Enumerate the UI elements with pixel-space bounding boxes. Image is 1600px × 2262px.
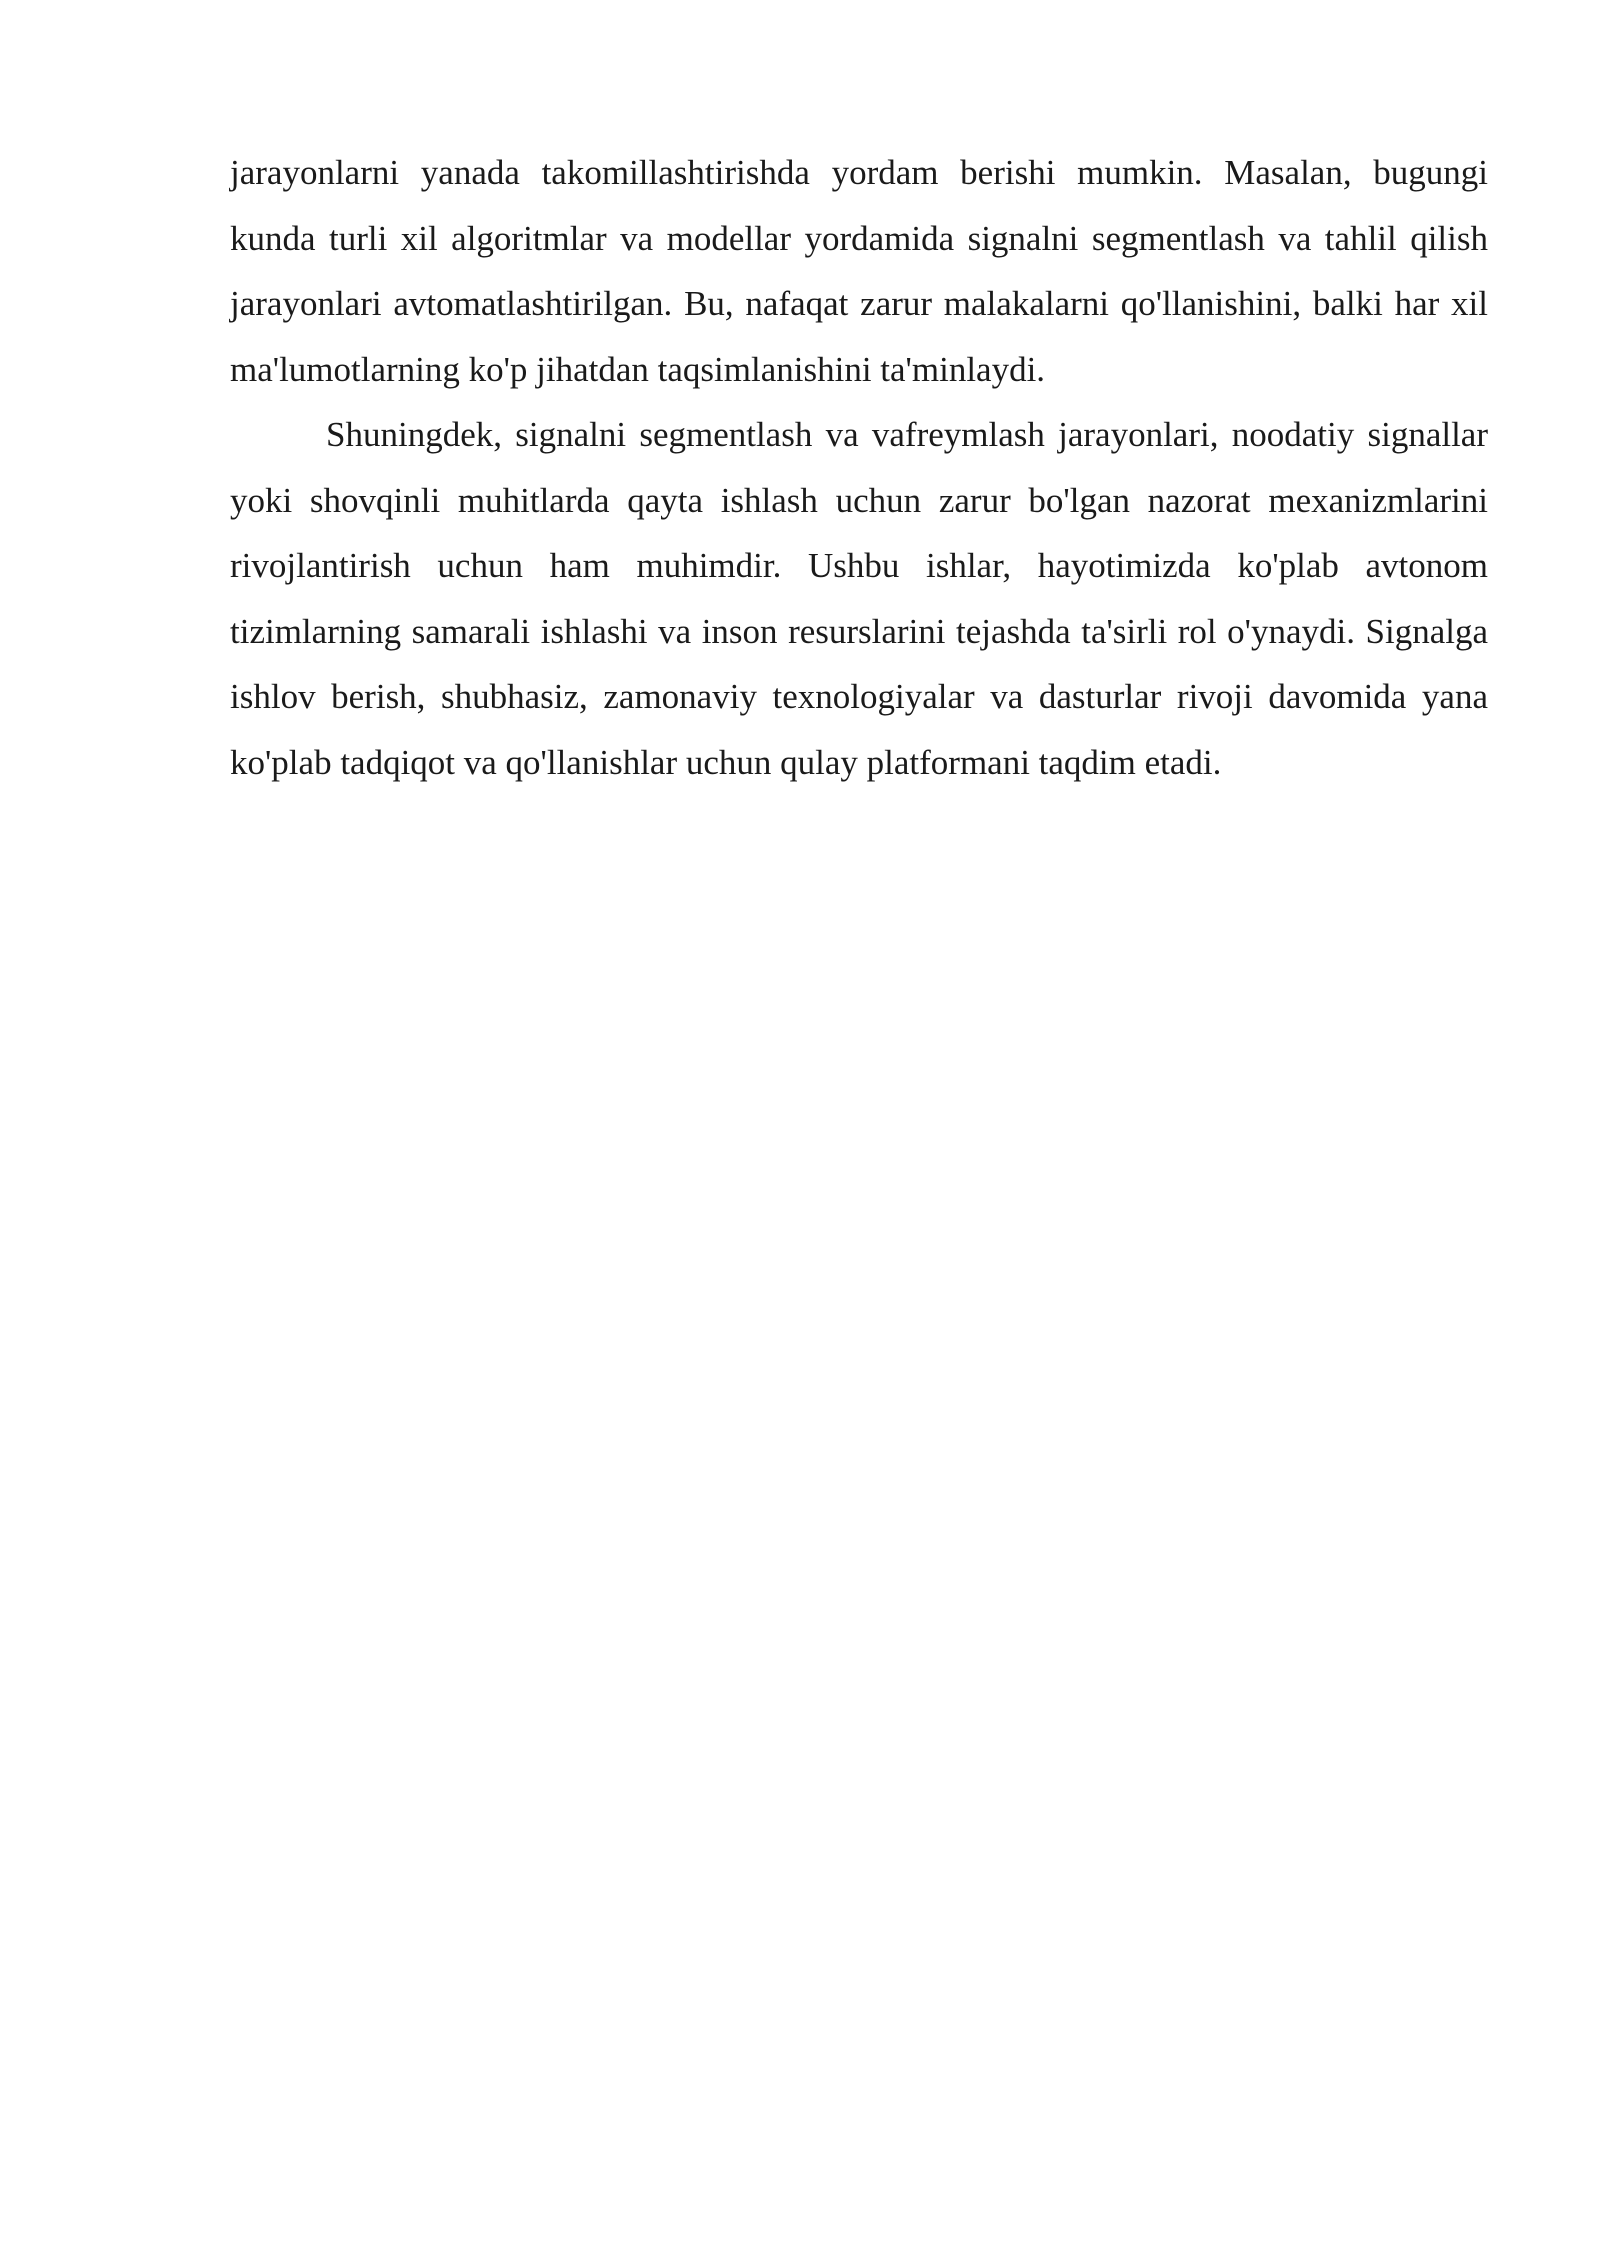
body-text xyxy=(230,140,1488,795)
paragraph-2: Shuningdek, signalni segmentlash va vafreymlash jarayonlari, noodatiy signallar yoki shovqinli muhitlarda qayta ishlash uchun zarur bo'lgan nazorat mexanizmlarini rivojlantirish uchun ham muhimdir. Ushbu ishlar, hayotimizda ko'plab avtonom tizimlarning samarali ishlashi va inson resurslarini tejashda ta'sirli rol o'ynaydi. Signalga ishlov berish, shubhasiz, zamonaviy texnologiyalar va dasturlar rivoji davomida yana ko'plab tadqiqot va qo'llanishlar uchun qulay platformani taqdim etadi. xyxy=(230,415,1488,782)
paragraph-1: jarayonlarni yanada takomillashtirishda yordam berishi mumkin. Masalan, bugungi kunda turli xil algoritmlar va modellar yordamida signalni segmentlash va tahlil qilish jarayonlari avtomatlashtirilgan. Bu, nafaqat zarur malakalarni qo'llanishini, balki har xil ma'lumotlarning ko'p jihatdan taqsimlanishini ta'minlaydi. xyxy=(230,153,1488,389)
